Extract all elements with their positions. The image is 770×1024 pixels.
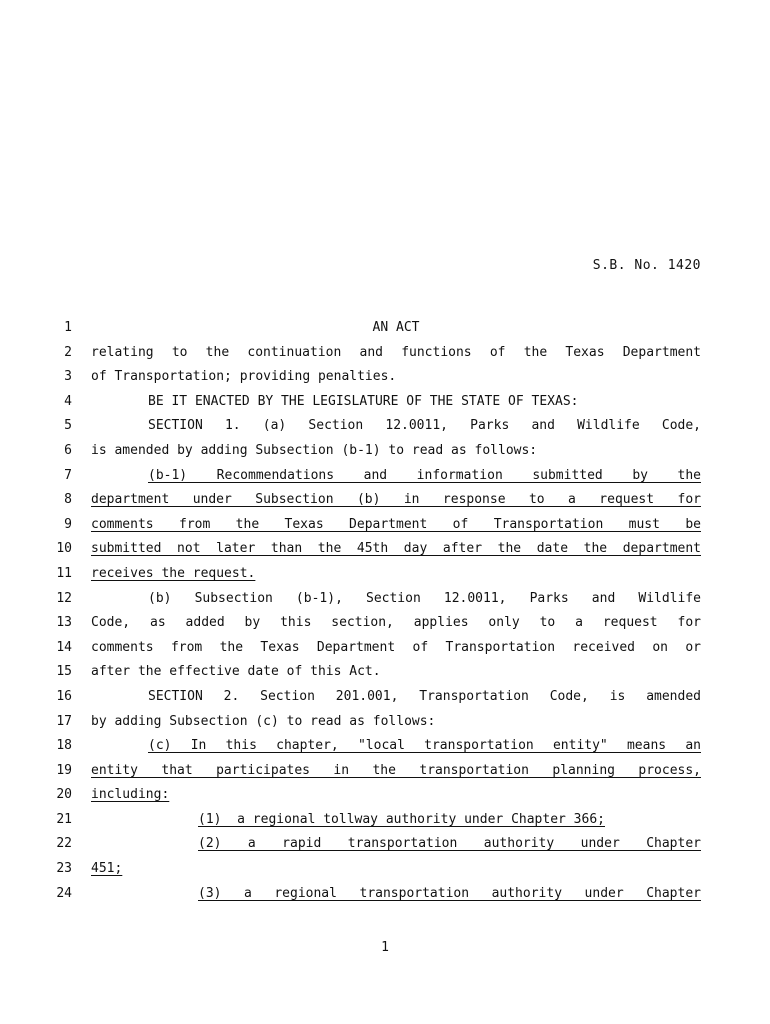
line-number: 2 xyxy=(64,344,72,360)
enacting-clause: BE IT ENACTED BY THE LEGISLATURE OF THE STATE OF TEXAS: xyxy=(148,393,579,409)
text-line xyxy=(0,341,770,366)
bill-number: S.B. No. 1420 xyxy=(592,258,701,273)
line-number: 14 xyxy=(56,639,72,655)
text-line xyxy=(0,710,770,735)
text-line xyxy=(0,488,770,513)
line-number: 10 xyxy=(56,541,72,557)
text-line xyxy=(0,316,770,341)
line-number: 8 xyxy=(64,492,72,508)
text-line xyxy=(0,882,770,907)
amended-text: (b-1) Recommendations and information submitted by the xyxy=(148,467,701,483)
text-line xyxy=(0,660,770,685)
line-number: 9 xyxy=(64,516,72,532)
text-line xyxy=(0,611,770,636)
line-number: 4 xyxy=(64,393,72,409)
line-number: 1 xyxy=(64,320,72,335)
page-number: 1 xyxy=(381,940,389,955)
line-number: 23 xyxy=(56,861,72,877)
text-line xyxy=(0,390,770,415)
text-line xyxy=(0,414,770,439)
amended-text: (1) a regional tollway authority under Chapter 366; xyxy=(198,811,605,827)
text-line xyxy=(0,439,770,464)
line-text: after the effective date of this Act. xyxy=(91,664,381,680)
text-line xyxy=(0,365,770,390)
bill-text-body xyxy=(0,316,770,906)
text-line xyxy=(0,636,770,661)
line-text: (b) Subsection (b-1), Section 12.0011, Parks and Wildlife xyxy=(148,590,701,606)
amended-text: entity that participates in the transportation planning process, xyxy=(91,762,701,778)
text-line xyxy=(0,464,770,489)
line-number: 5 xyxy=(64,418,72,434)
amended-text: including: xyxy=(91,787,170,803)
line-text: Code, as added by this section, applies only to a request for xyxy=(91,615,701,631)
text-line xyxy=(0,537,770,562)
line-number: 19 xyxy=(56,762,72,778)
amended-text: (c) In this chapter, "local transportation entity" means an xyxy=(148,738,701,754)
line-number: 7 xyxy=(64,467,72,483)
line-text: SECTION 1. (a) Section 12.0011, Parks and Wildlife Code, xyxy=(148,418,701,434)
line-number: 21 xyxy=(56,811,72,827)
line-number: 12 xyxy=(56,590,72,606)
text-line xyxy=(0,783,770,808)
line-number: 16 xyxy=(56,688,72,704)
amended-text: (3) a regional transportation authority under Chapter xyxy=(198,885,701,901)
amended-text: comments from the Texas Department of Transportation must be xyxy=(91,516,701,532)
line-number: 6 xyxy=(64,442,72,458)
text-line xyxy=(0,832,770,857)
text-line xyxy=(0,685,770,710)
line-number: 22 xyxy=(56,836,72,852)
amended-text: (2) a rapid transportation authority under Chapter xyxy=(198,836,701,852)
line-text: relating to the continuation and functions of the Texas Department xyxy=(91,344,701,360)
line-number: 11 xyxy=(56,565,72,581)
amended-text: receives the request. xyxy=(91,565,256,581)
line-number: 13 xyxy=(56,615,72,631)
line-number: 20 xyxy=(56,787,72,803)
line-number: 17 xyxy=(56,713,72,729)
line-number: 3 xyxy=(64,369,72,385)
text-line xyxy=(0,857,770,882)
text-line xyxy=(0,808,770,833)
line-text: comments from the Texas Department of Transportation received on or xyxy=(91,639,701,655)
line-number: 24 xyxy=(56,885,72,901)
text-line xyxy=(0,759,770,784)
line-number: 18 xyxy=(56,738,72,754)
line-text: is amended by adding Subsection (b-1) to read as follows: xyxy=(91,442,538,458)
line-text: SECTION 2. Section 201.001, Transportation Code, is amended xyxy=(148,688,701,704)
amended-text: submitted not later than the 45th day after the date the department xyxy=(91,541,701,557)
text-line xyxy=(0,734,770,759)
line-text: by adding Subsection (c) to read as follows: xyxy=(91,713,436,729)
act-heading: AN ACT xyxy=(372,320,420,335)
amended-text: 451; xyxy=(91,861,123,877)
line-text: of Transportation; providing penalties. xyxy=(91,369,397,385)
line-number: 15 xyxy=(56,664,72,680)
text-line xyxy=(0,587,770,612)
amended-text: department under Subsection (b) in response to a request for xyxy=(91,492,701,508)
text-line xyxy=(0,562,770,587)
text-line xyxy=(0,513,770,538)
